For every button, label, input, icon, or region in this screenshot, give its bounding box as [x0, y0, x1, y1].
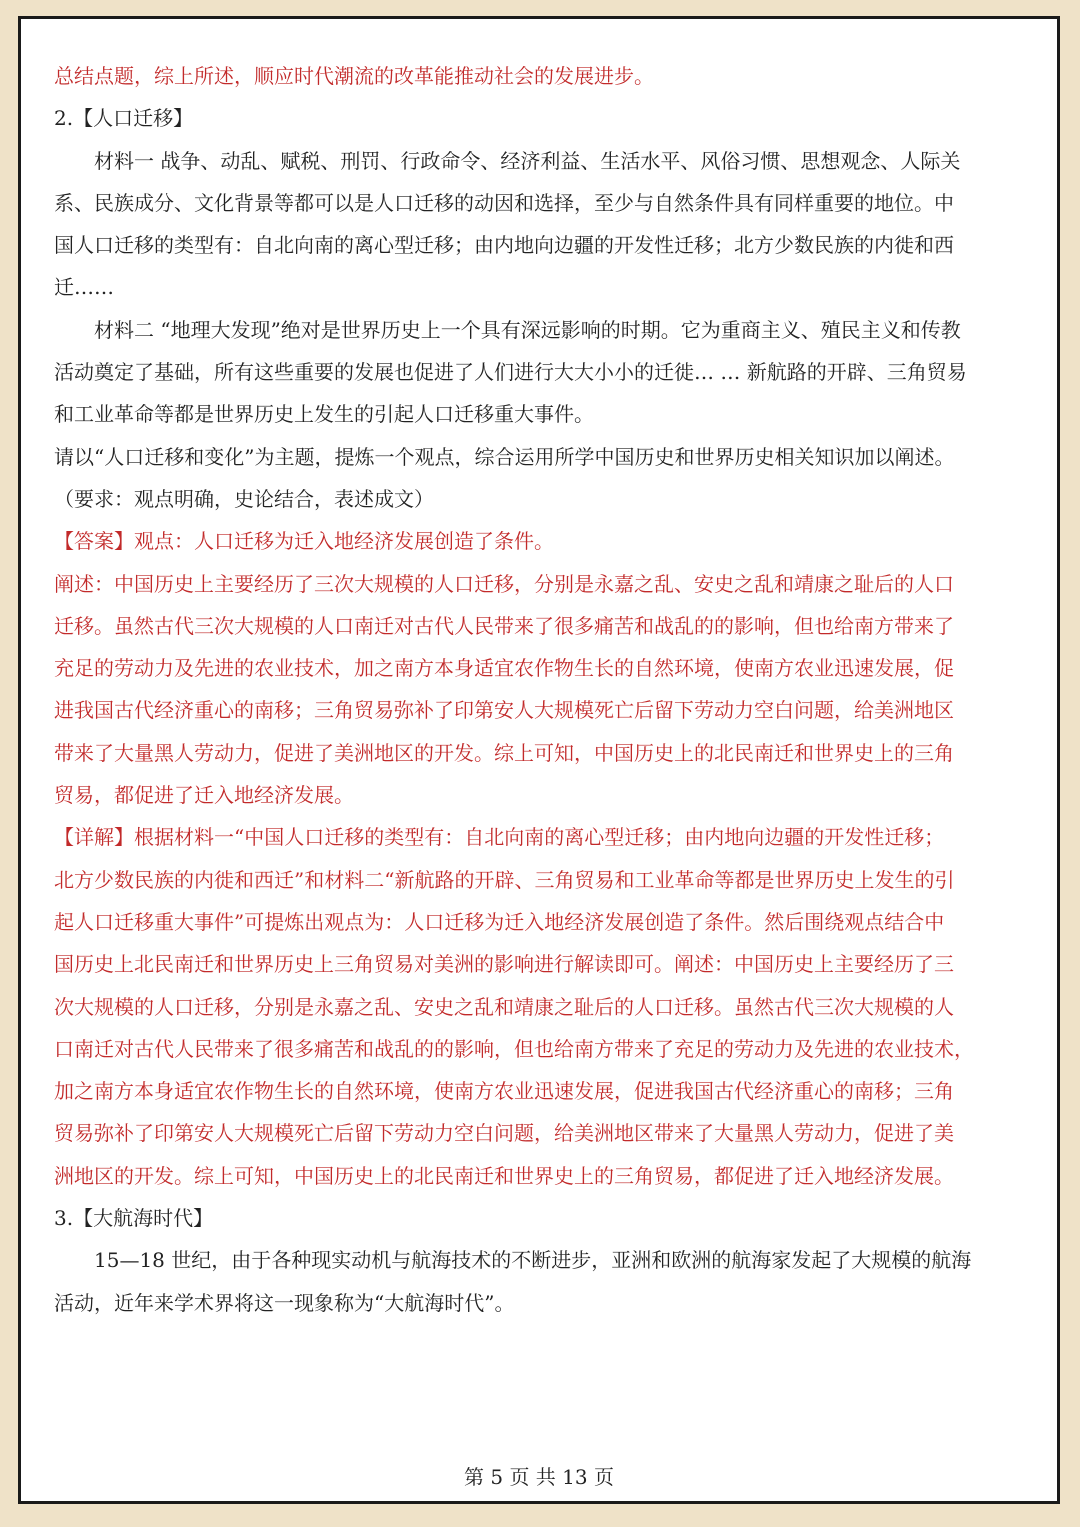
material-two-line: 材料二 “地理大发现”绝对是世界历史上一个具有深远影响的时期。它为重商主义、殖民主义和传教 [94, 317, 961, 342]
explanation-line: 洲地区的开发。综上可知，中国历史上的北民南迁和世界史上的三角贸易，都促进了迁入地经济发展。 [54, 1163, 954, 1188]
answer-elaboration-line: 贸易，都促进了迁入地经济发展。 [54, 783, 354, 808]
section-heading-migration: 2.【人口迁移】 [54, 106, 194, 131]
explanation-line: 北方少数民族的内徙和西迁”和材料二“新航路的开辟、三角贸易和工业革命等都是世界历史上发生的引 [54, 867, 955, 892]
explanation-line: 【详解】根据材料一“中国人口迁移的类型有：自北向南的离心型迁移；由内地向边疆的开发性迁移； [54, 825, 945, 850]
text-line-conclusion: 总结点题，综上所述，顺应时代潮流的改革能推动社会的发展进步。 [54, 64, 654, 88]
voyages-intro-line: 活动，近年来学术界将这一现象称为“大航海时代”。 [54, 1290, 515, 1315]
document-page [18, 16, 1060, 1504]
answer-elaboration-line: 迁移。虽然古代三次大规模的人口南迁对古代人民带来了很多痛苦和战乱的的影响，但也给南方带来了 [54, 613, 954, 638]
explanation-line: 口南迁对古代人民带来了很多痛苦和战乱的的影响，但也给南方带来了充足的劳动力及先进的农业技术， [54, 1036, 974, 1061]
answer-elaboration-line: 充足的劳动力及先进的农业技术，加之南方本身适宜农作物生长的自然环境，使南方农业迅速发展，促 [54, 656, 954, 681]
explanation-line: 加之南方本身适宜农作物生长的自然环境，使南方农业迅速发展，促进我国古代经济重心的南移；三角 [54, 1079, 954, 1104]
section-heading-voyages: 3.【大航海时代】 [54, 1206, 214, 1231]
material-one-line: 迁…… [54, 275, 114, 300]
answer-elaboration-line: 阐述：中国历史上主要经历了三次大规模的人口迁移，分别是永嘉之乱、安史之乱和靖康之耻后的人口 [54, 571, 954, 596]
answer-elaboration-line: 带来了大量黑人劳动力，促进了美洲地区的开发。综上可知，中国历史上的北民南迁和世界史上的三角 [54, 740, 954, 765]
explanation-line: 贸易弥补了印第安人大规模死亡后留下劳动力空白问题，给美洲地区带来了大量黑人劳动力，促进了美 [54, 1121, 954, 1146]
explanation-line: 次大规模的人口迁移，分别是永嘉之乱、安史之乱和靖康之耻后的人口迁移。虽然古代三次大规模的人 [54, 994, 954, 1019]
page-body [54, 55, 1034, 1324]
question-prompt: 请以“人口迁移和变化”为主题，提炼一个观点，综合运用所学中国历史和世界历史相关知识加以阐述。 [54, 444, 955, 469]
material-one-line: 系、民族成分、文化背景等都可以是人口迁移的动因和选择，至少与自然条件具有同样重要的地位。中 [54, 190, 954, 215]
explanation-line: 国历史上北民南迁和世界历史上三角贸易对美洲的影响进行解读即可。阐述：中国历史上主要经历了三 [54, 952, 954, 977]
page-number-footer: 第 5 页 共 13 页 [464, 1465, 614, 1489]
voyages-intro-line: 15—18 世纪，由于各种现实动机与航海技术的不断进步，亚洲和欧洲的航海家发起了大规模的航海 [94, 1248, 972, 1273]
material-one-line: 国人口迁移的类型有：自北向南的离心型迁移；由内地向边疆的开发性迁移；北方少数民族的内徙和西 [54, 233, 954, 258]
material-two-line: 和工业革命等都是世界历史上发生的引起人口迁移重大事件。 [54, 402, 594, 427]
answer-viewpoint: 【答案】观点：人口迁移为迁入地经济发展创造了条件。 [54, 529, 554, 554]
question-requirements: （要求：观点明确，史论结合，表述成文） [54, 486, 434, 511]
explanation-line: 起人口迁移重大事件”可提炼出观点为：人口迁移为迁入地经济发展创造了条件。然后围绕观点结合中 [54, 909, 945, 934]
material-one-line: 材料一 战争、动乱、赋税、刑罚、行政命令、经济利益、生活水平、风俗习惯、思想观念、人际关 [94, 148, 961, 173]
answer-elaboration-line: 进我国古代经济重心的南移；三角贸易弥补了印第安人大规模死亡后留下劳动力空白问题，给美洲地区 [54, 698, 954, 723]
material-two-line: 活动奠定了基础，所有这些重要的发展也促进了人们进行大大小小的迁徙… … 新航路的开辟、三角贸易 [54, 360, 967, 385]
